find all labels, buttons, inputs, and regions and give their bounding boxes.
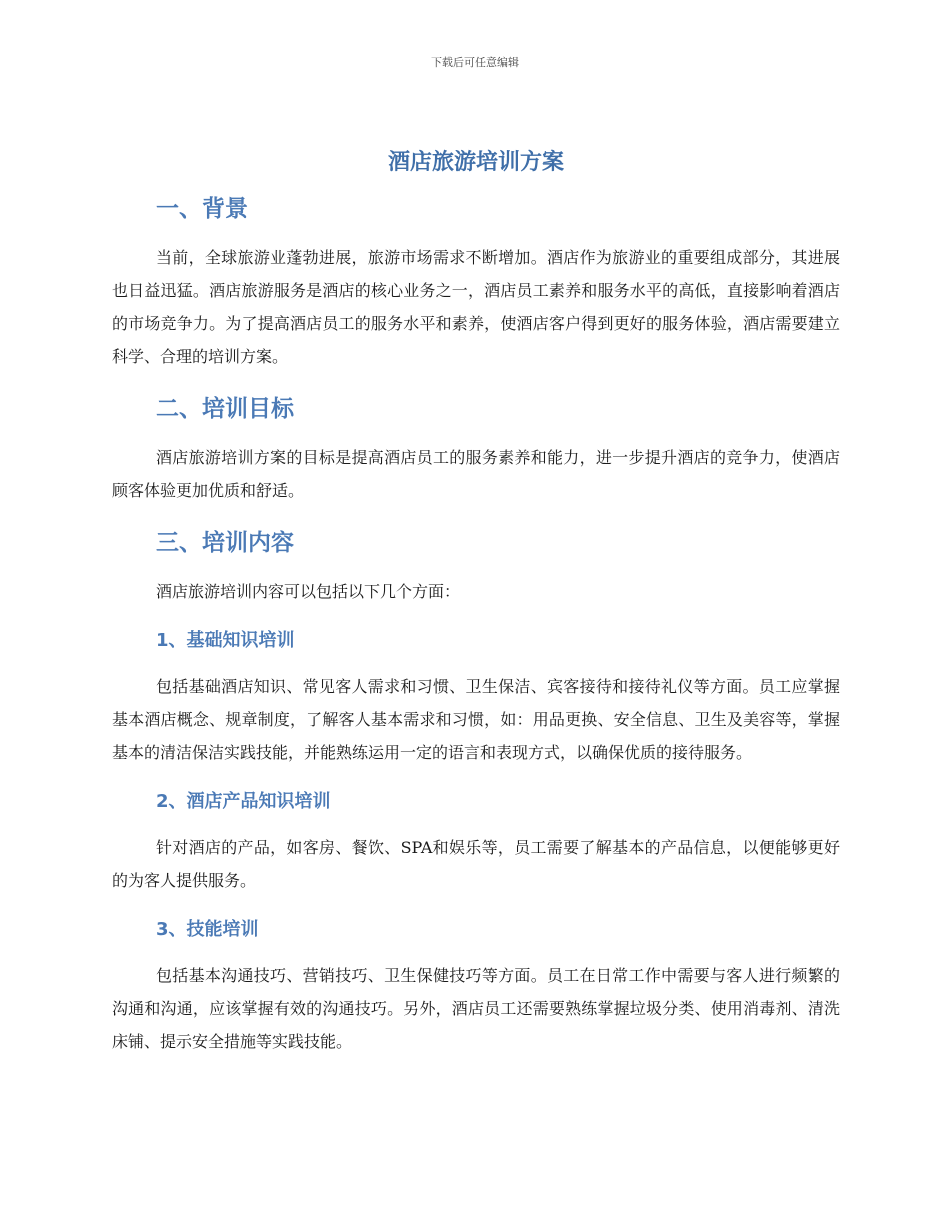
paragraph-basic-knowledge: 包括基础酒店知识、常见客人需求和习惯、卫生保洁、宾客接待和接待礼仪等方面。员工应掌握基本酒店概念、规章制度，了解客人基本需求和习惯，如：用品更换、安全信息、卫生及美容等，掌握基本的清洁保洁实践技能，并能熟练运用一定的语言和表现方式，以确保优质的接待服务。	[112, 677, 840, 762]
header-note: 下载后可任意编辑	[431, 56, 519, 69]
section-heading-goal: 二、培训目标	[156, 396, 294, 422]
paragraph-skills: 包括基本沟通技巧、营销技巧、卫生保健技巧等方面。员工在日常工作中需要与客人进行频繁的沟通和沟通，应该掌握有效的沟通技巧。另外，酒店员工还需要熟练掌握垃圾分类、使用消毒剂、清洗床铺、提示安全措施等实践技能。	[112, 966, 840, 1051]
paragraph-content-intro: 酒店旅游培训内容可以包括以下几个方面：	[156, 582, 461, 601]
paragraph-product-knowledge: 针对酒店的产品，如客房、餐饮、SPA和娱乐等，员工需要了解基本的产品信息，以便能够更好的为客人提供服务。	[112, 838, 840, 890]
subsection-heading-product-knowledge: 2、酒店产品知识培训	[156, 791, 331, 812]
section-heading-content: 三、培训内容	[156, 530, 294, 556]
document-body	[112, 145, 840, 1076]
paragraph-goal: 酒店旅游培训方案的目标是提高酒店员工的服务素养和能力，进一步提升酒店的竞争力，使酒店顾客体验更加优质和舒适。	[112, 448, 840, 500]
section-heading-background: 一、背景	[156, 196, 248, 222]
paragraph-background: 当前，全球旅游业蓬勃进展，旅游市场需求不断增加。酒店作为旅游业的重要组成部分，其进展也日益迅猛。酒店旅游服务是酒店的核心业务之一，酒店员工素养和服务水平的高低，直接影响着酒店的市场竞争力。为了提高酒店员工的服务水平和素养，使酒店客户得到更好的服务体验，酒店需要建立科学、合理的培训方案。	[112, 248, 840, 366]
subsection-heading-basic-knowledge: 1、基础知识培训	[156, 630, 295, 651]
document-title: 酒店旅游培训方案	[387, 150, 564, 175]
subsection-heading-skills: 3、技能培训	[156, 919, 259, 940]
